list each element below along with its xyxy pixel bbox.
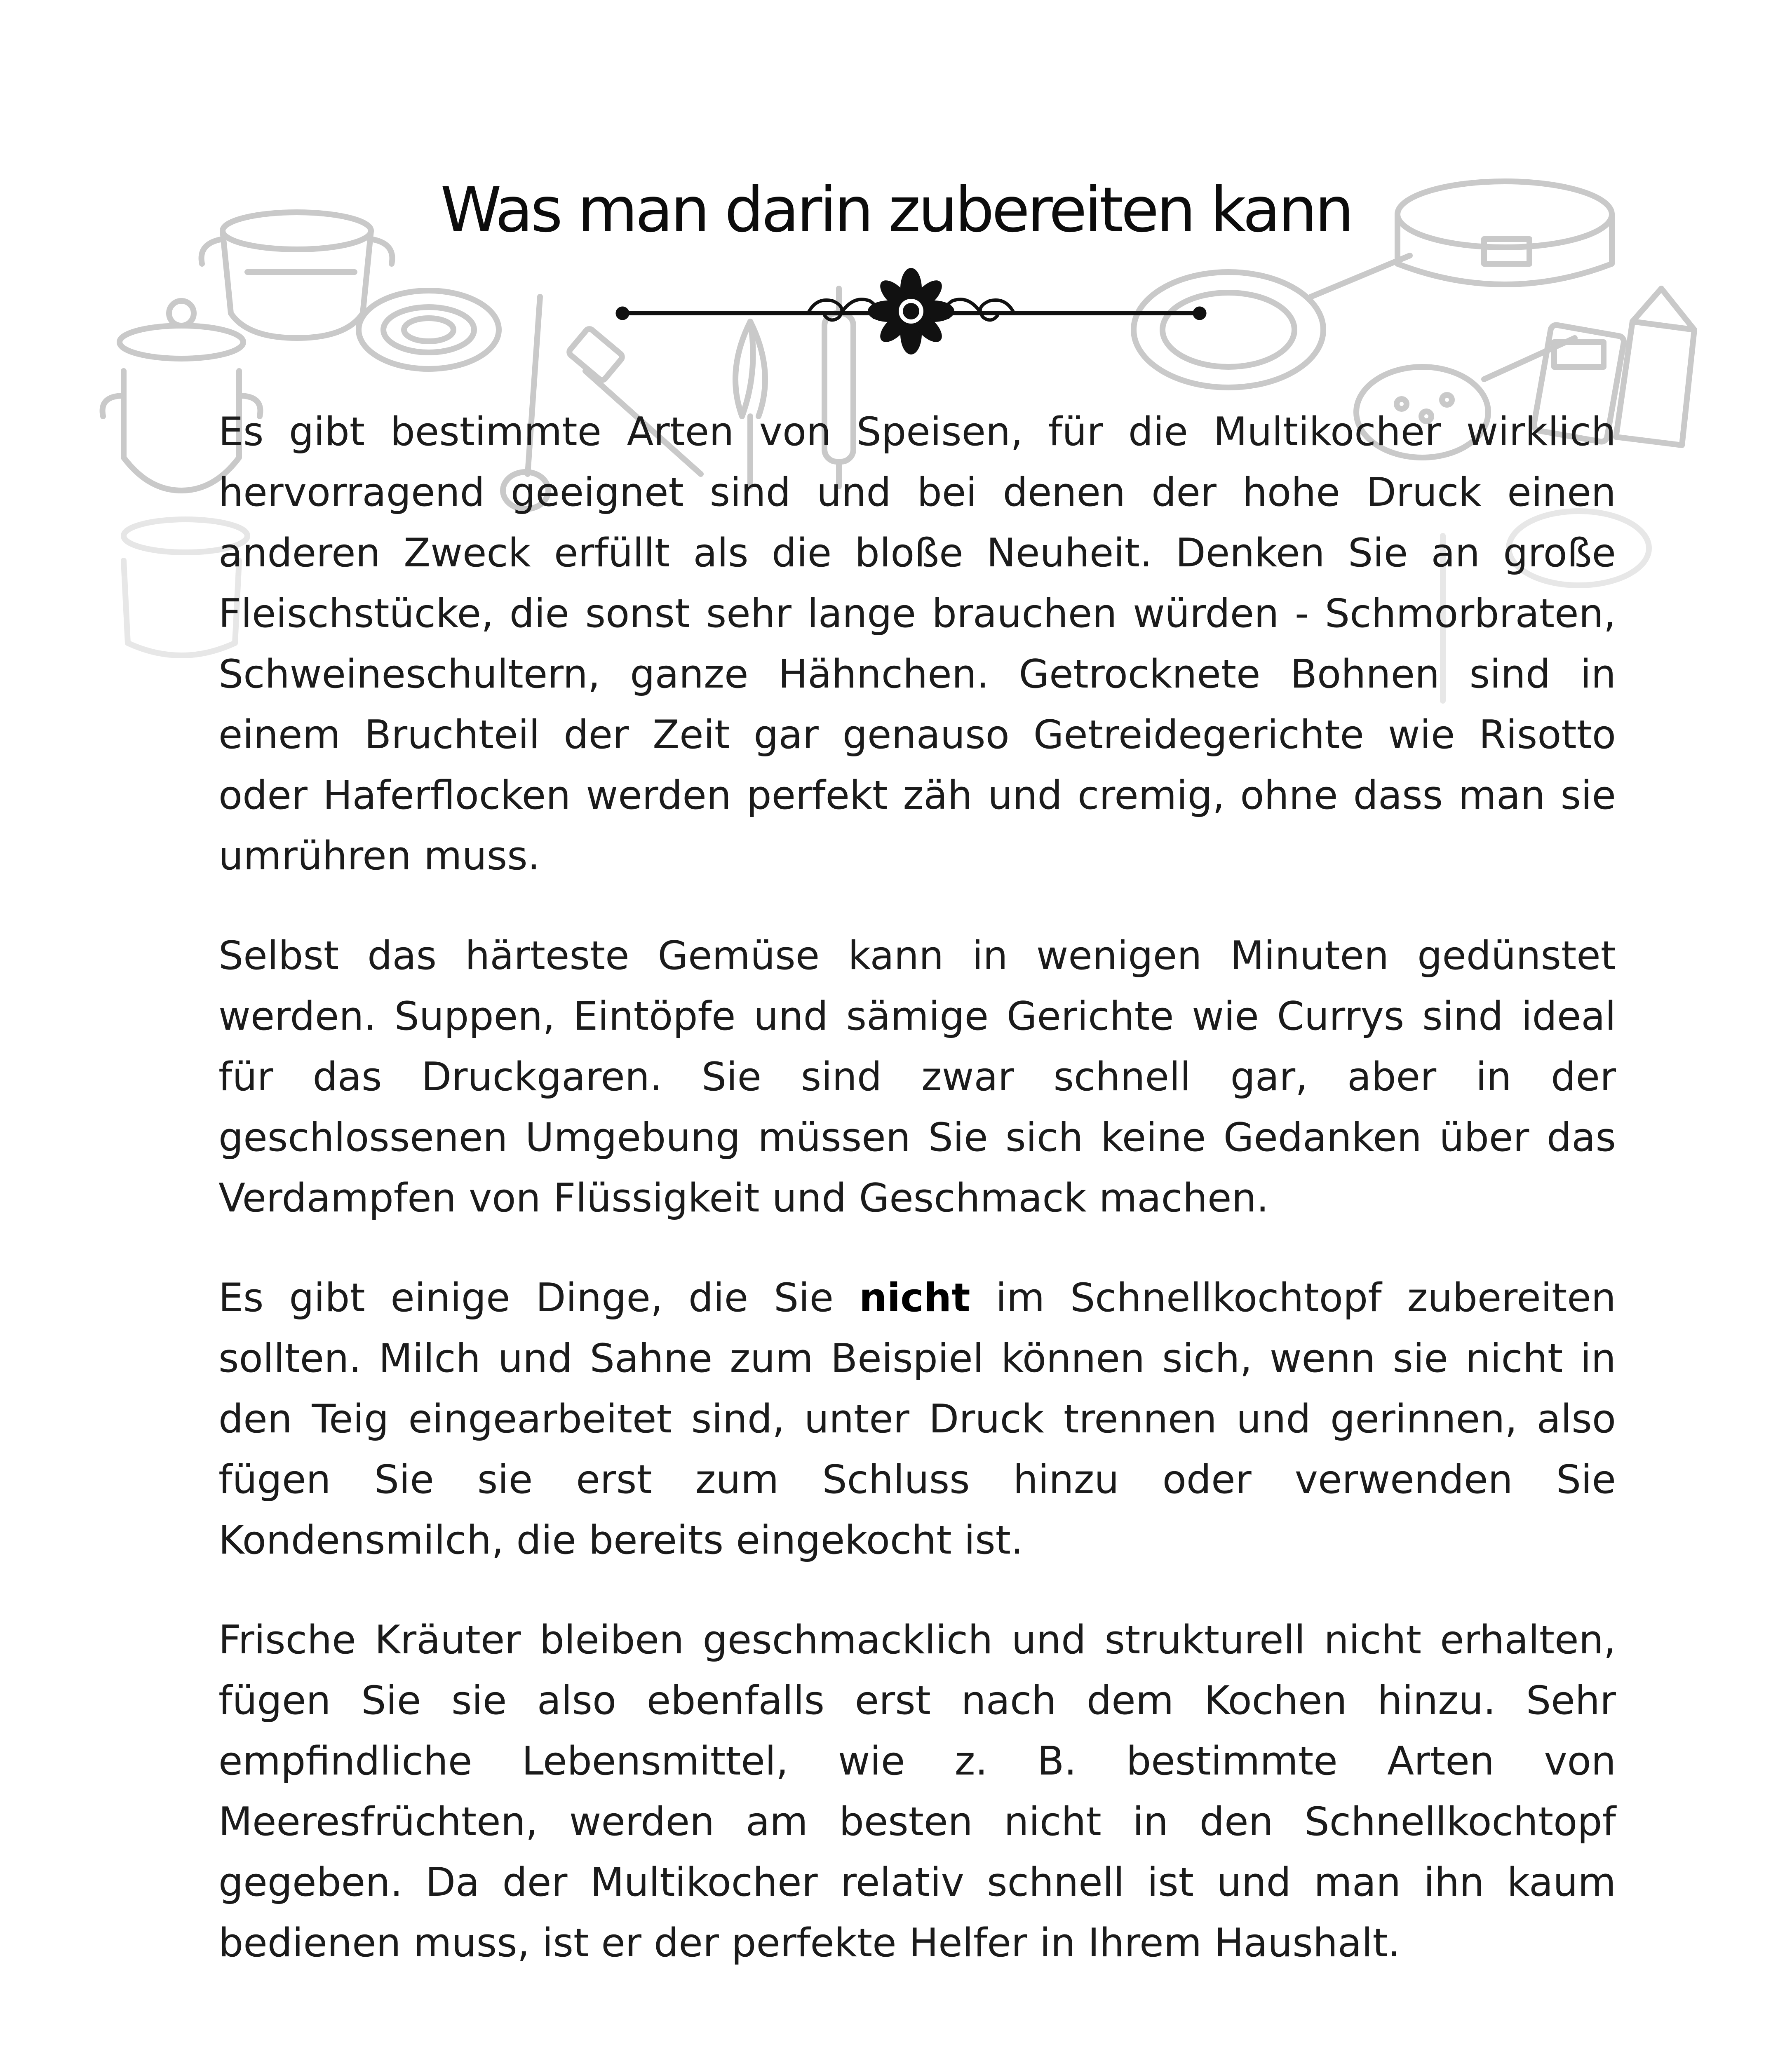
paragraph: Es gibt bestimmte Arten von Speisen, für die Multikocher wirklich hervorragend geeignet sind und bei denen der hohe Druck einen anderen Zweck erfüllt als die bloße Neuheit. Denken Sie an große Fleischstücke, die sonst sehr lange brauchen würden - Schmorbraten, Schweineschultern, ganze Hähnchen. Getrocknete Bohnen sind in einem Bruchteil der Zeit gar genauso Getreidegerichte wie Risotto oder Haferflocken werden perfekt zäh und cremig, ohne dass man sie umrühren muss. (218, 409, 1616, 879)
flower-icon (868, 268, 954, 354)
body-text (218, 402, 1616, 2013)
bowl-icon (359, 291, 499, 369)
paragraph: Frische Kräuter bleiben geschmacklich und strukturell nicht erhalten, fügen Sie sie also ebenfalls erst nach dem Kochen hinzu. Sehr empfindliche Lebensmittel, wie z. B. bestimmte Arten von Meeresfrüchten, werden am besten nicht in den Schnellkochtopf gegeben. Da der Multikocher relativ schnell ist und man ihn kaum bedienen muss, ist er der perfekte Helfer in Ihrem Haushalt. (218, 1617, 1616, 1966)
paragraph-text: Es gibt einige Dinge, die Sie (218, 1275, 859, 1321)
paragraph-text: im Schnellkochtopf zubereiten sollten. Milch und Sahne zum Beispiel können sich, wenn sie nicht in den Teig eingearbeitet sind, unter Druck trennen und gerinnen, also fügen Sie sie erst zum Schluss hinzu oder verwenden Sie Kondensmilch, die bereits eingekocht ist. (218, 1275, 1616, 1563)
paragraph: Selbst das härteste Gemüse kann in wenigen Minuten gedünstet werden. Suppen, Eintöpfe und sämige Gerichte wie Currys sind ideal für das Druckgaren. Sie sind zwar schnell gar, aber in der geschlossenen Umgebung müssen Sie sich keine Gedanken über das Verdampfen von Flüssigkeit und Geschmack machen. (218, 933, 1616, 1221)
paragraph (218, 1268, 1616, 1571)
emphasis-text: nicht (859, 1275, 970, 1321)
page-title: Was man darin zubereiten kann (440, 174, 1352, 246)
grater-icon (1616, 289, 1694, 445)
flourish-divider-icon (610, 256, 1212, 354)
